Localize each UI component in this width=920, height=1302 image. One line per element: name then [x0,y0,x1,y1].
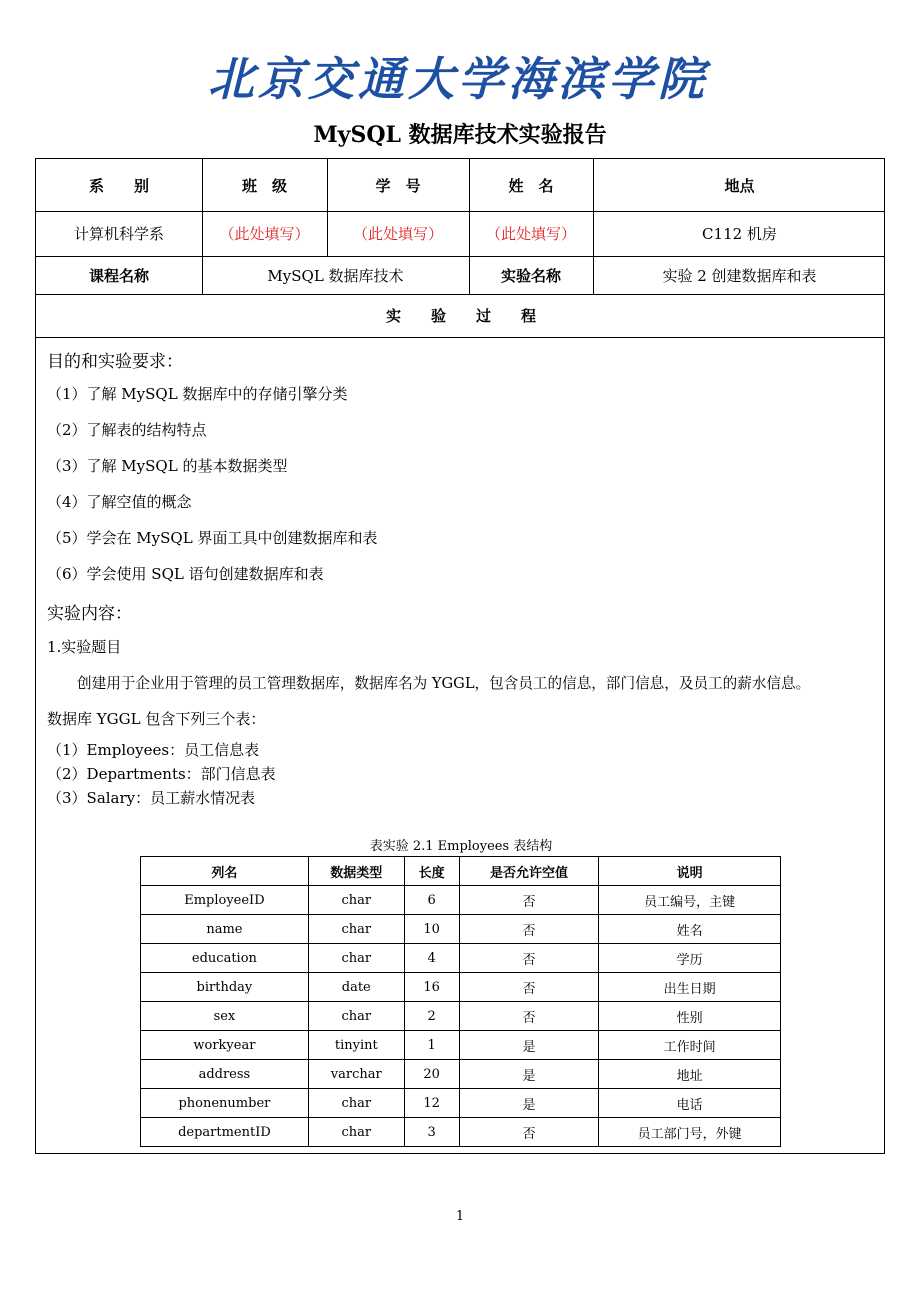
table-cell: 否 [459,1118,599,1147]
location-value: C112 机房 [702,225,777,243]
table-cell: char [308,1089,404,1118]
table-list-item: （2）Departments：部门信息表 [47,765,276,783]
table-cell: 姓名 [599,915,781,944]
table-cell: 是 [459,1089,599,1118]
table-row [141,1002,781,1031]
table-caption: 表实验 2.1 Employees 表结构 [369,839,553,854]
table-cell: address [141,1060,309,1089]
table-cell: 2 [404,1002,459,1031]
table-list-item: （3）Salary：员工薪水情况表 [47,789,256,807]
table-cell: 6 [404,886,459,915]
table-cell: birthday [141,973,309,1002]
objective-item: （1）了解 MySQL 数据库中的存储引擎分类 [47,385,348,403]
table-cell: 工作时间 [599,1031,781,1060]
content-subheading: 1.实验题目 [47,638,122,656]
column-header: 说明 [599,857,781,886]
column-header: 数据类型 [308,857,404,886]
table-row [141,915,781,944]
objectives-heading: 目的和实验要求： [47,352,183,372]
table-cell: char [308,1002,404,1031]
class-value[interactable]: （此处填写） [219,225,310,243]
table-cell: tinyint [308,1031,404,1060]
table-row [141,973,781,1002]
table-cell: 员工部门号，外键 [599,1118,781,1147]
course-name-label: 课程名称 [88,266,149,285]
name-value[interactable]: （此处填写） [485,225,576,243]
experiment-name-value: 实验 2 创建数据库和表 [662,266,817,285]
school-logo [208,40,708,112]
table-cell: char [308,1118,404,1147]
table-row [141,1060,781,1089]
employees-structure-table [140,856,781,1147]
content-paragraph: 创建用于企业用于管理的员工管理数据库，数据库名为 YGGL，包含员工的信息，部门信息，及员工的薪水信息。 [77,675,811,692]
department-value: 计算机科学系 [73,225,164,243]
logo-text-college: 海滨学院 [508,52,708,106]
objective-item: （6）学会使用 SQL 语句创建数据库和表 [47,565,324,583]
objective-item: （4）了解空值的概念 [47,493,192,511]
table-cell: EmployeeID [141,886,309,915]
table-cell: 否 [459,973,599,1002]
table-cell: 12 [404,1089,459,1118]
table-cell: 性别 [599,1002,781,1031]
table-row [141,944,781,973]
header-location: 地点 [724,176,755,195]
tables-intro: 数据库 YGGL 包含下列三个表： [47,710,266,728]
table-cell: education [141,944,309,973]
table-row [141,886,781,915]
table-cell: 否 [459,944,599,973]
table-cell: char [308,915,404,944]
table-cell: 否 [459,1002,599,1031]
report-frame [35,158,885,1154]
table-row [141,1089,781,1118]
table-cell: 否 [459,886,599,915]
column-header: 是否允许空值 [459,857,599,886]
process-heading: 实 验 过 程 [385,307,536,325]
table-cell: workyear [141,1031,309,1060]
table-cell: 是 [459,1060,599,1089]
page-number: 1 [455,1209,465,1224]
table-cell: 1 [404,1031,459,1060]
table-cell: varchar [308,1060,404,1089]
table-cell: departmentID [141,1118,309,1147]
column-header: 长度 [404,857,459,886]
content-heading: 实验内容： [47,604,132,624]
table-cell: char [308,944,404,973]
table-cell: date [308,973,404,1002]
table-cell: 20 [404,1060,459,1089]
table-header-row [141,857,781,886]
header-student-id: 学 号 [375,176,421,195]
objective-item: （2）了解表的结构特点 [47,421,207,439]
table-cell: 学历 [599,944,781,973]
header-department: 系 别 [88,176,149,195]
table-cell: 否 [459,915,599,944]
table-cell: 员工编号，主键 [599,886,781,915]
table-cell: name [141,915,309,944]
objective-item: （5）学会在 MySQL 界面工具中创建数据库和表 [47,529,378,547]
table-cell: char [308,886,404,915]
report-title: MySQL 数据库技术实验报告 [313,122,607,148]
table-cell: 10 [404,915,459,944]
table-cell: phonenumber [141,1089,309,1118]
student-id-value[interactable]: （此处填写） [352,225,443,243]
table-cell: 电话 [599,1089,781,1118]
table-cell: 是 [459,1031,599,1060]
course-name-value: MySQL 数据库技术 [267,266,404,285]
header-name: 姓 名 [508,176,554,195]
table-cell: 地址 [599,1060,781,1089]
column-header: 列名 [141,857,309,886]
experiment-name-label: 实验名称 [500,266,561,285]
table-cell: 4 [404,944,459,973]
logo-text-university: 北京交通大学 [208,52,508,106]
header-class: 班 级 [241,176,287,195]
table-cell: 出生日期 [599,973,781,1002]
table-cell: sex [141,1002,309,1031]
table-row [141,1031,781,1060]
table-cell: 16 [404,973,459,1002]
objective-item: （3）了解 MySQL 的基本数据类型 [47,457,288,475]
table-row [141,1118,781,1147]
table-cell: 3 [404,1118,459,1147]
table-list-item: （1）Employees：员工信息表 [47,741,260,759]
